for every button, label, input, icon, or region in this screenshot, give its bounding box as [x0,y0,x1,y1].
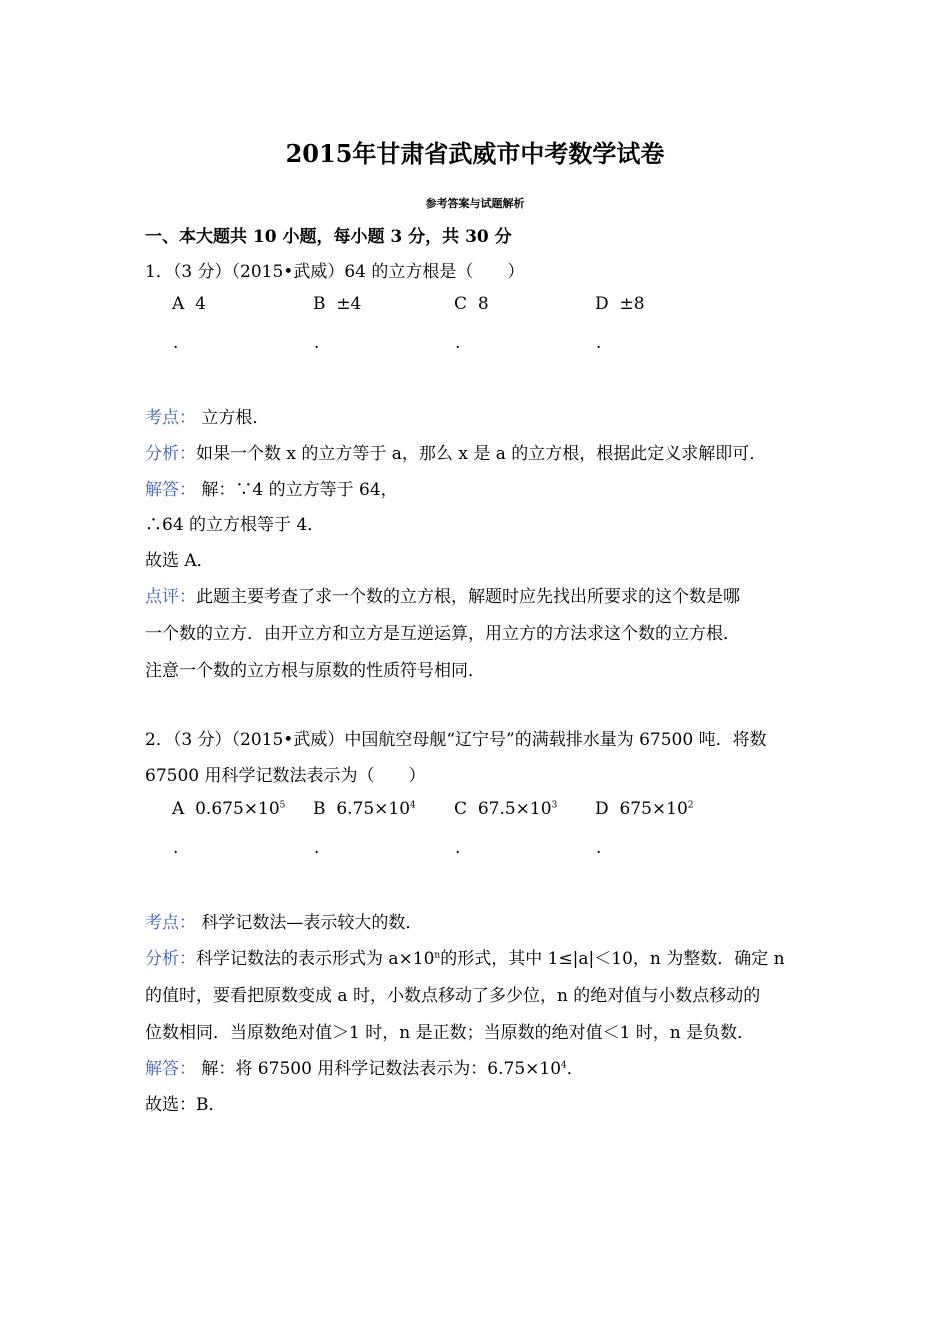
q2-fenxi [145,944,785,969]
fenxi-post: 的形式，其中 1≤|a|＜10，n 为整数．确定 n [440,949,785,969]
fenxi-pre: 科学记数法的表示形式为 a×10 [196,949,435,969]
option-text: ±8 [619,294,645,314]
jieda-label: 解答： [145,480,196,500]
q1-option-d [595,294,645,314]
q2-jieda [145,1054,584,1079]
q1-jieda [145,475,398,500]
q1-option-c-dot: . [455,333,461,353]
kaodian-text: 立方根． [201,408,270,428]
q1-dianping-line3: 注意一个数的立方根与原数的性质符号相同． [145,661,485,681]
q2-option-d-dot: . [596,838,602,858]
q1-option-b-dot: . [314,333,320,353]
q1-option-d-dot: . [596,333,602,353]
jieda-exponent: 4 [561,1060,567,1071]
q2-answer-line: 故选：B． [145,1095,226,1115]
option-letter: B [313,294,326,314]
option-exponent: 3 [551,800,558,811]
option-base: 67.5×10 [477,799,552,819]
q2-option-c-dot: . [455,838,461,858]
jieda-text: 解：∵4 的立方等于 64， [201,480,398,500]
jieda-pre: 解：将 67500 用科学记数法表示为：6.75×10 [201,1059,562,1079]
option-exponent: 5 [279,800,286,811]
jieda-label: 解答： [145,1059,196,1079]
kaodian-label: 考点： [145,408,196,428]
q2-kaodian [145,908,422,933]
q2-option-a-dot: . [173,838,179,858]
option-exponent: 2 [687,800,694,811]
option-base: 6.75×10 [336,799,411,819]
fenxi-exponent: n [434,950,441,961]
q2-stem-line2: 67500 用科学记数法表示为（ ） [145,766,426,786]
dianping-label: 点评： [145,587,196,607]
option-exponent: 4 [410,800,416,811]
q1-dianping [145,582,740,607]
fenxi-label: 分析： [145,444,196,464]
q2-option-b [313,799,416,819]
q2-option-a [172,799,285,819]
fenxi-label: 分析： [145,949,196,969]
q1-fenxi [145,439,766,464]
option-letter: A [172,799,185,819]
option-letter: A [172,294,185,314]
option-text: ±4 [336,294,362,314]
option-letter: C [454,294,468,314]
option-letter: D [595,294,609,314]
option-text: 8 [477,294,489,314]
q1-stem: 1．（3 分）（2015•武威）64 的立方根是（ ） [145,262,525,282]
kaodian-text: 科学记数法—表示较大的数． [201,913,423,933]
q2-fenxi-line3: 位数相同．当原数绝对值＞1 时，n 是正数；当原数的绝对值＜1 时，n 是负数． [145,1023,755,1043]
dianping-text: 此题主要考查了求一个数的立方根，解题时应先找出所要求的这个数是哪 [196,587,740,607]
option-letter: C [454,799,468,819]
q1-option-a-dot: . [173,333,179,353]
q1-dianping-line2: 一个数的立方．由开立方和立方是互逆运算，用立方的方法求这个数的立方根． [145,624,740,644]
page-subtitle: 参考答案与试题解析 [425,197,525,210]
fenxi-text: 如果一个数 x 的立方等于 a，那么 x 是 a 的立方根，根据此定义求解即可． [196,444,767,464]
q2-stem-line1: 2．（3 分）（2015•武威）中国航空母舰“辽宁号”的满载排水量为 67500 吨．将数 [145,730,767,750]
q1-option-c [454,294,489,314]
option-base: 675×10 [619,799,688,819]
q1-option-b [313,294,361,314]
option-letter: B [313,799,326,819]
section-heading: 一、本大题共 10 小题，每小题 3 分，共 30 分 [145,227,512,247]
kaodian-label: 考点： [145,913,196,933]
q2-option-b-dot: . [314,838,320,858]
q1-therefore-line: ∴64 的立方根等于 4． [145,515,325,535]
q1-option-a [172,294,206,314]
page-title: 2015年甘肃省武威市中考数学试卷 [285,139,665,168]
q2-option-c [454,799,557,819]
q2-option-d [595,799,694,819]
q1-answer-line: 故选 A． [145,551,214,571]
option-letter: D [595,799,609,819]
q2-fenxi-line2: 的值时，要看把原数变成 a 时，小数点移动了多少位，n 的绝对值与小数点移动的 [145,986,761,1006]
jieda-post: ． [566,1059,584,1079]
option-text: 4 [195,294,206,314]
q1-kaodian [145,403,269,428]
option-base: 0.675×10 [195,799,280,819]
